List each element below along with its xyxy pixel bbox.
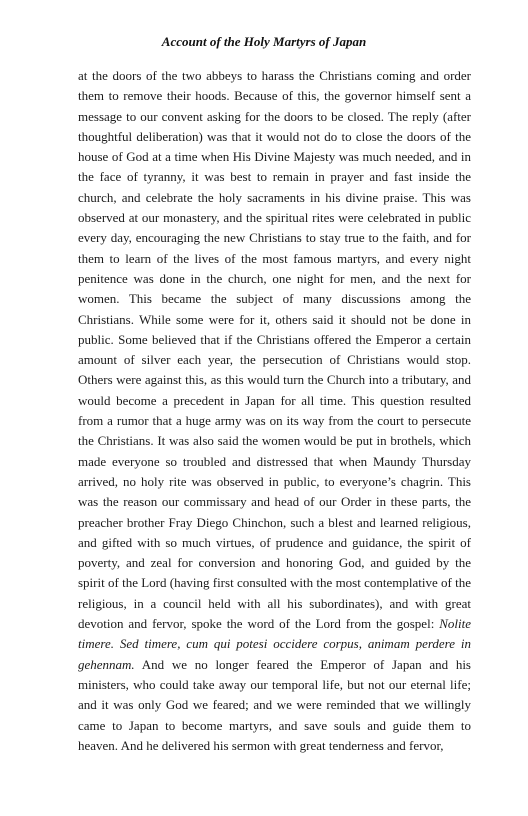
latin-quote: Nolite timere. Sed timere, cum qui potesi occidere corpus, animam perdere in gehennam. <box>78 616 471 672</box>
body-text-after-quote: And we no longer feared the Emperor of Japan and his ministers, who could take away our temporal life, but not our eternal life; and it was only God we feared; and we were reminded that we willingly came to Japan to become martyrs, and save souls and guide them to heaven. And he delivered his sermon with great tenderness and fervor, <box>78 656 471 753</box>
body-text-before-quote: at the doors of the two abbeys to harass the Christians coming and order them to remove their hoods. Because of this, the governor himself sent a message to our convent asking for the doors to be closed. The reply (after thoughtful deliberation) was that it would not do to close the doors of the house of God at a time when His Divine Majesty was much needed, and in the face of tyranny, it was best to remain in prayer and fast inside the church, and celebrate the holy sacraments in his divine praise. This was observed at our monastery, and the spiritual rites were celebrated in public every day, encouraging the new Christians to stay true to the faith, and for them to learn of the lives of the most famous martyrs, and every night penitence was done in the church, one night for men, and the next for women. This became the subject of many discussions among the Christians. While some were for it, others said it should not be done in public. Some believed that if the Christians offered the Emperor a certain amount of silver each year, the persecution of Christians would stop. Others were against this, as this would turn the Church into a tributary, and would become a precedent in Japan for all time. This question resulted from a rumor that a huge army was on its way from the court to persecute the Christians. It was also said the women would be put in brothels, which made everyone so troubled and distressed that when Maundy Thursday arrived, no holy rite was observed in public, to everyone’s chagrin. This was the reason our commissary and head of our Order in these parts, the preacher brother Fray Diego Chinchon, such a blest and learned religious, and gifted with so much virtues, of prudence and guidance, the spirit of poverty, and zeal for conversion and honoring God, and guided by the spirit of the Lord (having first consulted with the most contemplative of the religious, in a council held with all his subordinates), and with great devotion and fervor, spoke the word of the Lord from the gospel: <box>78 68 471 632</box>
running-header-title: Account of the Holy Martyrs of Japan <box>161 34 367 49</box>
body-paragraph <box>78 66 471 756</box>
